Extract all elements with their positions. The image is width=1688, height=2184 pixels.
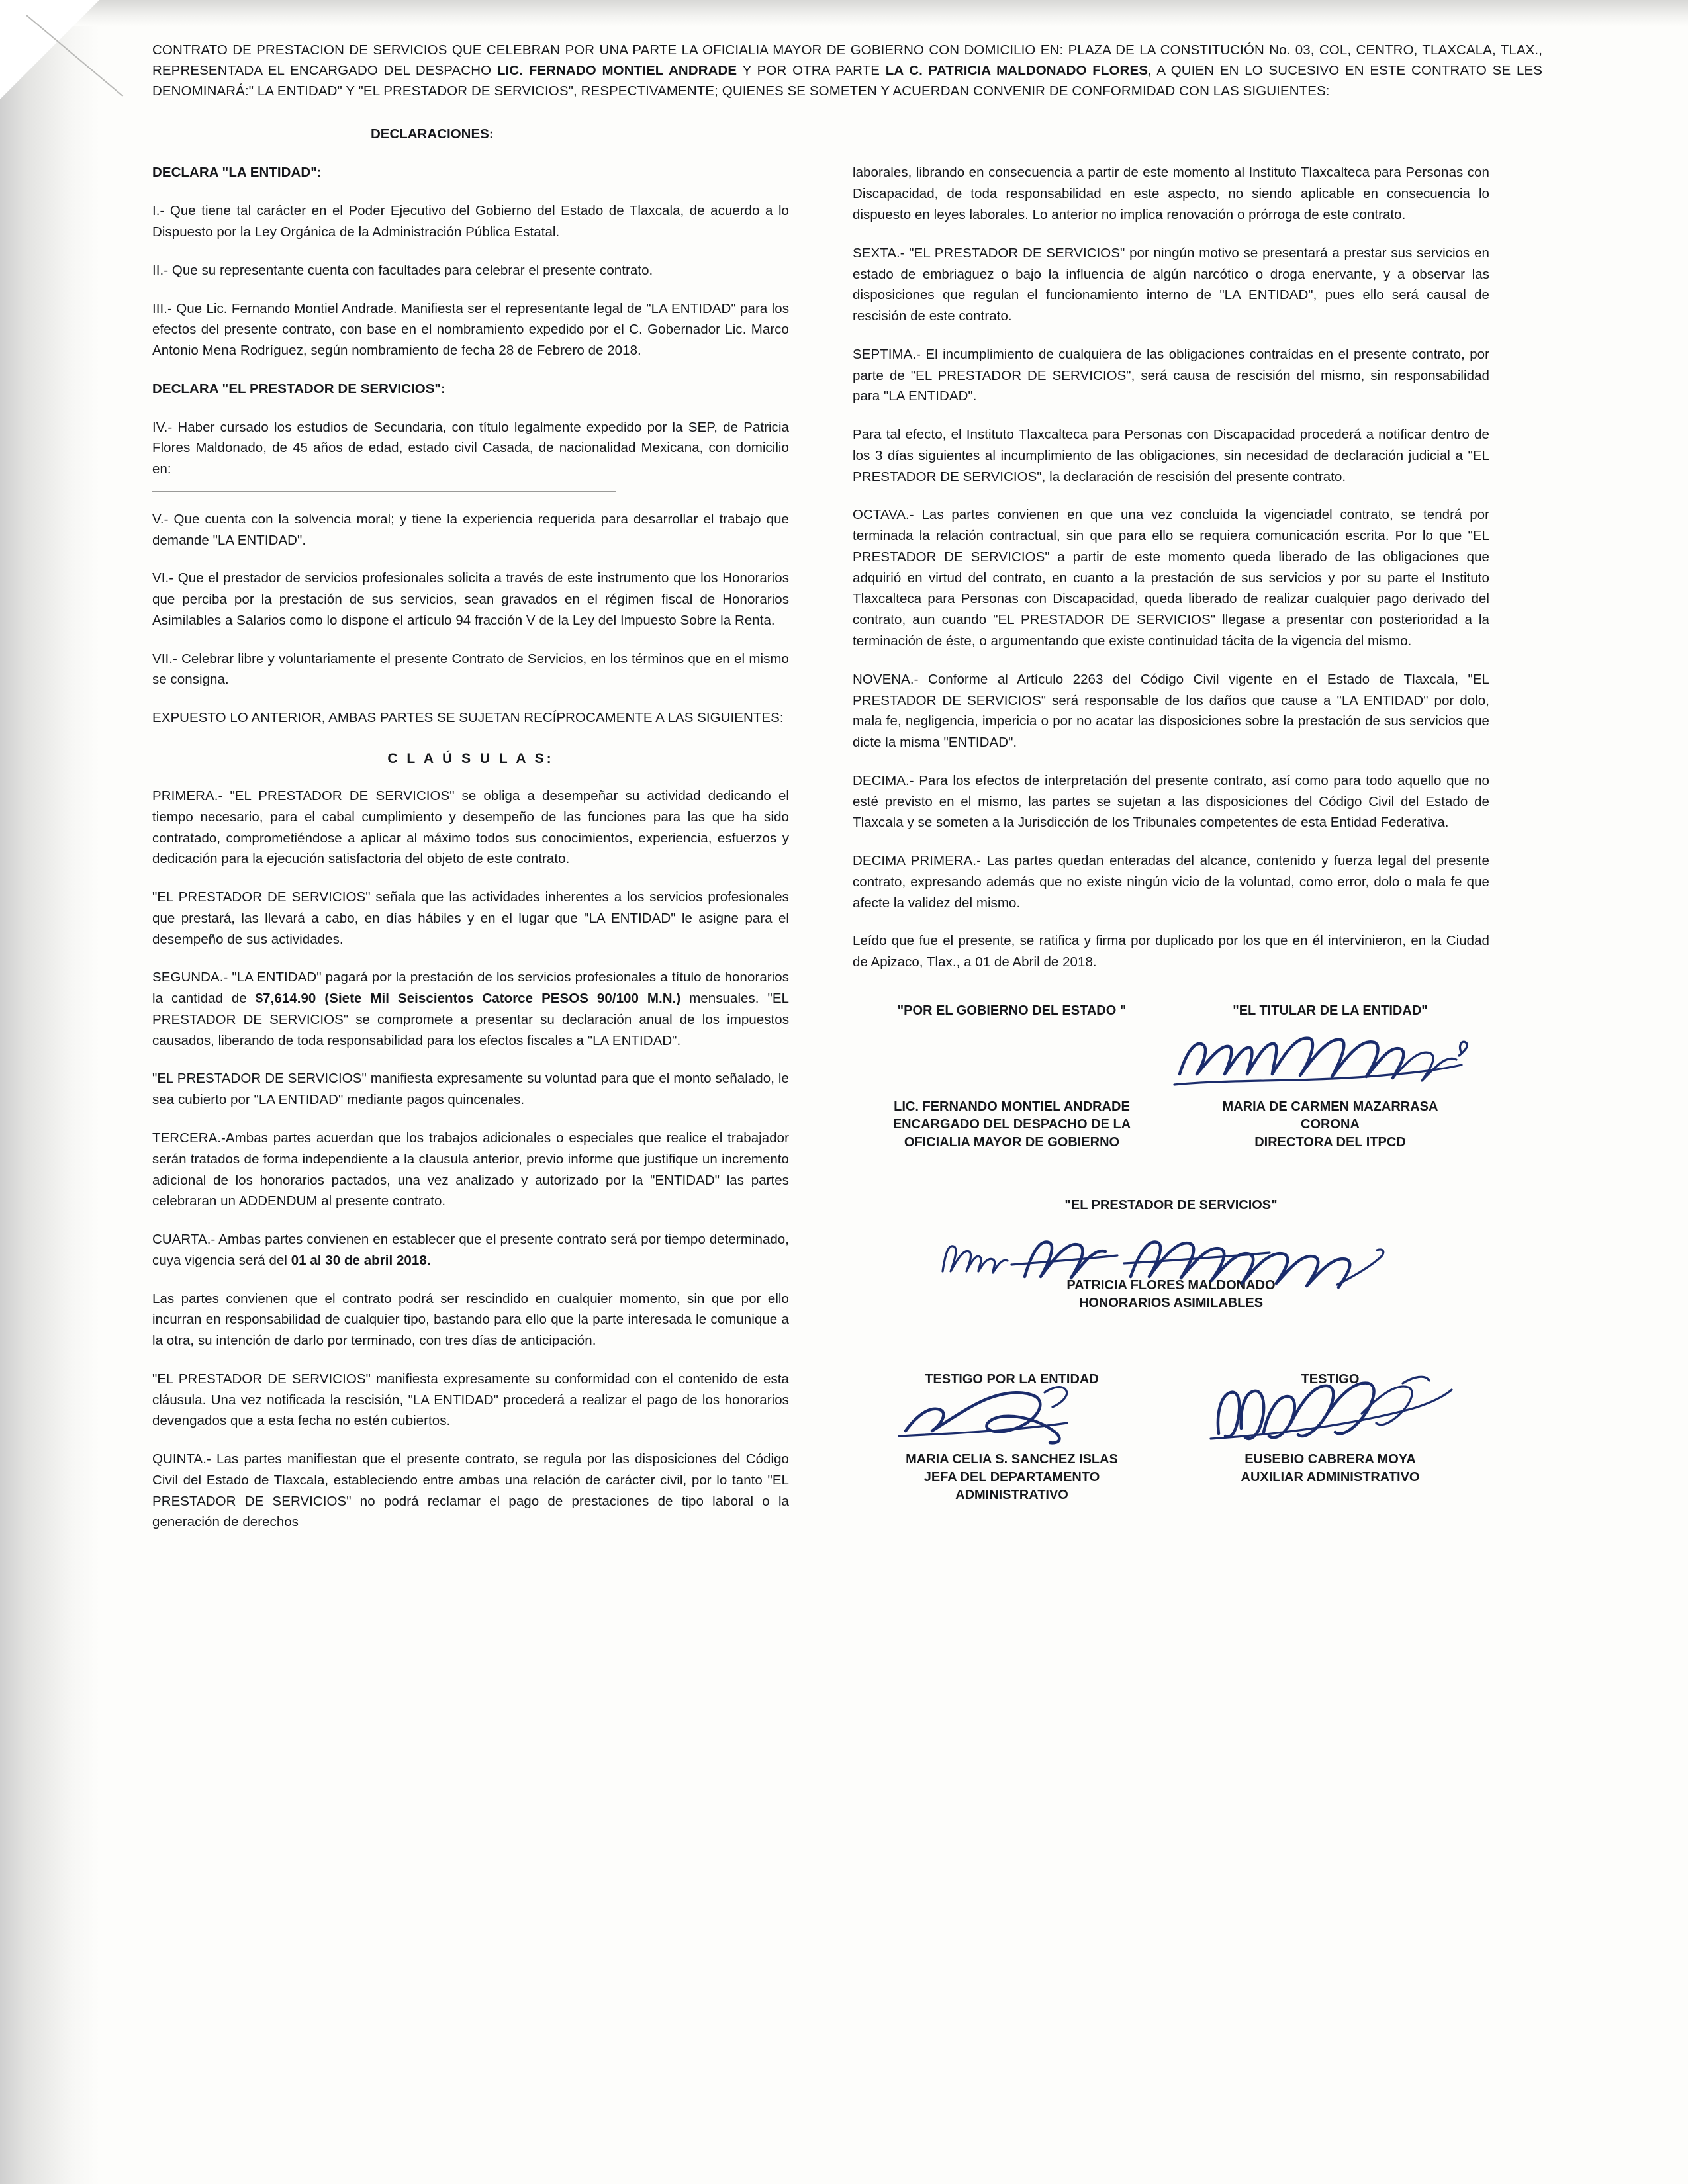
witness-left-signature-space	[853, 1387, 1171, 1451]
clause-novena: NOVENA.- Conforme al Artículo 2263 del Código Civil vigente en el Estado de Tlaxcala, "EL PRESTADOR DE SERVICIOS" será responsable de los daños que cause a "LA ENTIDAD" por dolo, mala fe, negligencia, impericia o por no acatar las disposiciones sobre la prestación de sus servicios que dicte la misma "ENTIDAD".	[853, 671, 1489, 751]
clause-septima-extra: Para tal efecto, el Instituto Tlaxcalteca para Personas con Discapacidad procederá a notificar dentro de los 3 días siguientes al incumplimiento de las obligaciones, sin necesidad de declaración judicial a "EL PRESTADOR DE SERVICIOS", la declaración de rescisión del presente contrato.	[853, 427, 1489, 484]
signatory-right-name-1: MARIA DE CARMEN MAZARRASA	[1222, 1099, 1438, 1114]
witness-right-role: AUXILIAR ADMINISTRATIVO	[1241, 1469, 1420, 1484]
signature-space-right	[1171, 1019, 1489, 1098]
left-column	[152, 162, 789, 1550]
closing-statement: Leído que fue el presente, se ratifica y firma por duplicado por los que en él intervinieron, en la Ciudad de Apizaco, Tlax., a 01 de Abril de 2018.	[853, 933, 1489, 970]
signatory-left-role-2: OFICIALIA MAYOR DE GOBIERNO	[904, 1134, 1120, 1150]
signature-space-left	[853, 1019, 1171, 1098]
witness-left-heading: TESTIGO POR LA ENTIDAD	[925, 1371, 1099, 1387]
clause-IV: IV.- Haber cursado los estudios de Secundaria, con título legalmente expedido por la SEP, de Patricia Flores Maldonado, de 45 años de edad, estado civil Casada, de nacionalidad Mexicana, con domicilio en:	[152, 419, 789, 477]
clause-sexta: SEXTA.- "EL PRESTADOR DE SERVICIOS" por ningún motivo se presentará a prestar sus servicios en estado de embriaguez o bajo la influencia de algún narcótico o droga enervante, y a observar las disposiciones que regulan el funcionamiento interno de "LA ENTIDAD", pues ello será causal de rescisión de este contrato.	[853, 245, 1489, 324]
signature-heading-right	[1171, 1003, 1489, 1019]
clause-cuarta-part-1: CUARTA.- Ambas partes convienen en establecer que el presente contrato será por tiempo determinado, cuya vigencia será del	[152, 1232, 789, 1268]
witness-left-role-1: JEFA DEL DEPARTAMENTO	[923, 1469, 1100, 1484]
provider-signature-block	[853, 1198, 1489, 1312]
clause-primera-extra: "EL PRESTADOR DE SERVICIOS" señala que las actividades inherentes a los servicios profesionales que prestará, las llevará a cabo, en días hábiles y en el lugar que "LA ENTIDAD" le asigne para el desempeño de sus actividades.	[152, 889, 789, 947]
clause-septima: SEPTIMA.- El incumplimiento de cualquiera de las obligaciones contraídas en el presente contrato, por parte de "EL PRESTADOR DE SERVICIOS", será causa de rescisión del mismo, sin responsabilidad para "LA ENTIDAD".	[853, 346, 1489, 404]
page-corner-fold	[0, 0, 99, 99]
witness-left-name: MARIA CELIA S. SANCHEZ ISLAS	[906, 1451, 1118, 1467]
intro-party-entity: LIC. FERNADO MONTIEL ANDRADE	[496, 63, 737, 79]
scan-shadow-top	[0, 0, 1688, 26]
signatory-left-name: LIC. FERNANDO MONTIEL ANDRADE	[894, 1099, 1130, 1114]
signatory-right-name-2: CORONA	[1301, 1116, 1360, 1132]
clause-V: V.- Que cuenta con la solvencia moral; y tiene la experiencia requerida para desarrollar el trabajo que demande "LA ENTIDAD".	[152, 511, 789, 548]
clausulas-heading: C L A Ú S U L A S:	[387, 751, 554, 767]
clause-II: II.- Que su representante cuenta con facultades para celebrar el presente contrato.	[152, 262, 653, 278]
witness-left-role-2: ADMINISTRATIVO	[955, 1487, 1068, 1502]
witness-left	[853, 1372, 1171, 1504]
witness-right	[1171, 1372, 1489, 1504]
clause-cuarta	[152, 1229, 789, 1271]
titular-heading: "EL TITULAR DE LA ENTIDAD"	[1233, 1003, 1428, 1018]
right-column	[853, 162, 1489, 1504]
signature-ink-celia	[879, 1379, 1157, 1452]
provider-name: PATRICIA FLORES MALDONADO	[1066, 1277, 1276, 1293]
signature-ink-row	[853, 1019, 1489, 1098]
clause-segunda-amount: $7,614.90 (Siete Mil Seiscientos Catorce PESOS 90/100 M.N.)	[255, 991, 681, 1007]
intro-part-2: Y POR OTRA PARTE	[737, 63, 886, 79]
document-body	[152, 40, 1542, 1550]
clause-I: I.- Que tiene tal carácter en el Poder Ejecutivo del Gobierno del Estado de Tlaxcala, de acuerdo a lo Dispuesto por la Ley Orgánica de la Administración Pública Estatal.	[152, 203, 789, 240]
provider-role: HONORARIOS ASIMILABLES	[1078, 1295, 1264, 1310]
provider-signature-space	[853, 1213, 1489, 1277]
clause-segunda-part-2: mensuales. "EL PRESTADOR DE SERVICIOS" se compromete a presentar su declaración anual de los impuestos causados, liberando de toda responsabilidad para los efectos fiscales a "LA ENTIDAD".	[152, 991, 789, 1048]
witness-right-heading: TESTIGO	[1301, 1371, 1360, 1387]
clause-quinta: QUINTA.- Las partes manifiestan que el presente contrato, se regula por las disposiciones del Código Civil del Estado de Tlaxcala, estableciendo entre ambas una relación de carácter civil, por lo tanto "EL PRESTADOR DE SERVICIOS" no podrá reclamar el pago de prestaciones de tipo laboral o la generación de derechos	[152, 1451, 789, 1530]
clause-octava: OCTAVA.- Las partes convienen en que una vez concluida la vigenciadel contrato, se tendrá por terminada la relación contractual, sin que para ello se requiera comunicación escrita. Por lo que "EL PRESTADOR DE SERVICIOS" a partir de este momento queda liberado de las obligaciones que adquirió en virtud del contrato, en cuanto a la prestación de sus servicios y por su parte el Instituto Tlaxcalteca para Personas con Discapacidad, queda liberado de realizar cualquier pago derivado del contrato, aun cuando "EL PRESTADOR DE SERVICIOS" llegase a presentar con posterioridad a la terminación de éste, o argumentando que existe continuidad tácita de la vigencia del mismo.	[853, 507, 1489, 649]
clause-III: III.- Que Lic. Fernando Montiel Andrade. Manifiesta ser el representante legal de "LA ENTIDAD" para los efectos del presente contrato, con base en el nombramiento expedido por el C. Gobernador Lic. Marco Antonio Mena Rodríguez, según nombramiento de fecha 28 de Febrero de 2018.	[152, 300, 789, 359]
witness-right-signature-space	[1171, 1387, 1489, 1451]
clause-segunda-part-1: SEGUNDA.- "LA ENTIDAD" pagará por la prestación de los servicios profesionales a título de honorarios la cantidad de	[152, 970, 789, 1007]
witness-signature-row	[853, 1372, 1489, 1504]
two-column-layout	[152, 162, 1542, 1550]
signatory-right	[1171, 1098, 1489, 1152]
clause-VI: VI.- Que el prestador de servicios profesionales solicita a través de este instrumento que los Honorarios que perciba por la prestación de sus servicios, sean gravados en el régimen fiscal de Honorarios Asimilables a Salarios como lo dispone el artículo 94 fracción V de la Ley del Impuesto Sobre la Renta.	[152, 570, 789, 628]
clause-segunda-extra: "EL PRESTADOR DE SERVICIOS" manifiesta expresamente su voluntad para que el monto señalado, le sea cubierto por "LA ENTIDAD" mediante pagos quincenales.	[152, 1071, 789, 1108]
provider-heading: "EL PRESTADOR DE SERVICIOS"	[1064, 1197, 1278, 1212]
clause-quinta-cont: laborales, librando en consecuencia a partir de este momento al Instituto Tlaxcalteca para Personas con Discapacidad, de toda responsabilidad en este aspecto, no siendo aplicable en consecuencia lo dispuesto en leyes laborales. Lo anterior no implica renovación o prórroga de este contrato.	[853, 165, 1489, 222]
clause-cuarta-extra-2: "EL PRESTADOR DE SERVICIOS" manifiesta expresamente su conformidad con el contenido de esta cláusula. Una vez notificada la rescisión, "LA ENTIDAD" procederá a realizar el pago de los honorarios devengados que a esta fecha no estén cubiertos.	[152, 1371, 789, 1429]
signature-ink-mazarrasa	[1168, 1016, 1479, 1102]
witness-right-name: EUSEBIO CABRERA MOYA	[1244, 1451, 1416, 1467]
intro-party-provider: LA C. PATRICIA MALDONADO FLORES	[885, 63, 1148, 79]
clause-tercera: TERCERA.-Ambas partes acuerdan que los trabajos adicionales o especiales que realice el trabajador serán tratados de forma independiente a la clausula anterior, previo informe que justifique un incremento adicional de los honorarios pactados, una vez analizado y autorizado por la "ENTIDAD" las partes celebraran un ADDENDUM al presente contrato.	[152, 1130, 789, 1209]
clause-VII: VII.- Celebrar libre y voluntariamente el presente Contrato de Servicios, en los términos que en el mismo se consigna.	[152, 651, 789, 688]
signature-block	[853, 1003, 1489, 1504]
clause-segunda	[152, 967, 789, 1051]
declara-prestador-heading: DECLARA "EL PRESTADOR DE SERVICIOS":	[152, 381, 446, 396]
clause-decima: DECIMA.- Para los efectos de interpretación del presente contrato, así como para todo aquello que no esté previsto en el mismo, las partes se sujetan a las disposiciones del Código Civil del Estado de Tlaxcala y se someten a la Jurisdicción de los Tribunales competentes de esta Entidad Federativa.	[853, 772, 1489, 831]
scan-shadow-left	[0, 0, 99, 2184]
signatory-left	[853, 1098, 1171, 1152]
signature-headings	[853, 1003, 1489, 1019]
clause-primera: PRIMERA.- "EL PRESTADOR DE SERVICIOS" se obliga a desempeñar su actividad dedicando el tiempo necesario, para el cabal cumplimiento y desempeño de las funciones para las que ha sido contratado, comprometiéndose a aplicar al máximo todos sus conocimientos, experiencia, esfuerzos y dedicación para la ejecución satisfactoria del objeto de este contrato.	[152, 788, 789, 867]
intro-part-1: CONTRATO DE PRESTACION DE SERVICIOS QUE CELEBRAN POR UNA PARTE LA OFICIALIA MAYOR DE GOBIERNO CON DOMICILIO EN: PLAZA DE LA CONSTITUCIÓN No. 03, COL, CENTRO, TLAXCALA, TLAX., REPRESENTADA EL ENCARGADO DEL DESPACHO	[152, 42, 1542, 79]
gobierno-heading: "POR EL GOBIERNO DEL ESTADO "	[897, 1003, 1127, 1018]
domicilio-blank-line	[152, 490, 616, 492]
declara-entidad-heading: DECLARA "LA ENTIDAD":	[152, 165, 322, 181]
clause-decima-primera: DECIMA PRIMERA.- Las partes quedan enteradas del alcance, contenido y fuerza legal del presente contrato, expresando además que no existe ningún vicio de la voluntad, como error, dolo o mala fe que afecte la validez del mismo.	[853, 853, 1489, 911]
clause-cuarta-vigencia: 01 al 30 de abril 2018.	[291, 1252, 431, 1268]
signature-heading-left	[853, 1003, 1171, 1019]
contract-intro	[152, 40, 1542, 101]
intro-part-3: , A QUIEN EN LO SUCESIVO EN ESTE CONTRATO SE LES DENOMINARÁ:" LA ENTIDAD" Y "EL PRESTADOR DE SERVICIOS", RESPECTIVAMENTE; QUIENES SE SOMETEN Y ACUERDAN CONVENIR DE CONFORMIDAD CON LAS SIGUIENTES:	[152, 63, 1542, 99]
clause-cuarta-extra-1: Las partes convienen que el contrato podrá ser rescindido en cualquier momento, sin que por ello incurran en responsabilidad de cualquier tipo, bastando para ello que la parte interesada le comunique a la otra, su intención de darlo por terminado, con tres días de anticipación.	[152, 1291, 789, 1349]
signature-names-row	[853, 1098, 1489, 1152]
expuesto-lo-anterior: EXPUESTO LO ANTERIOR, AMBAS PARTES SE SUJETAN RECÍPROCAMENTE A LAS SIGUIENTES:	[152, 710, 784, 726]
declaraciones-heading: DECLARACIONES:	[371, 126, 494, 142]
signatory-left-role-1: ENCARGADO DEL DESPACHO DE LA	[892, 1116, 1131, 1132]
signatory-right-role: DIRECTORA DEL ITPCD	[1254, 1134, 1406, 1150]
